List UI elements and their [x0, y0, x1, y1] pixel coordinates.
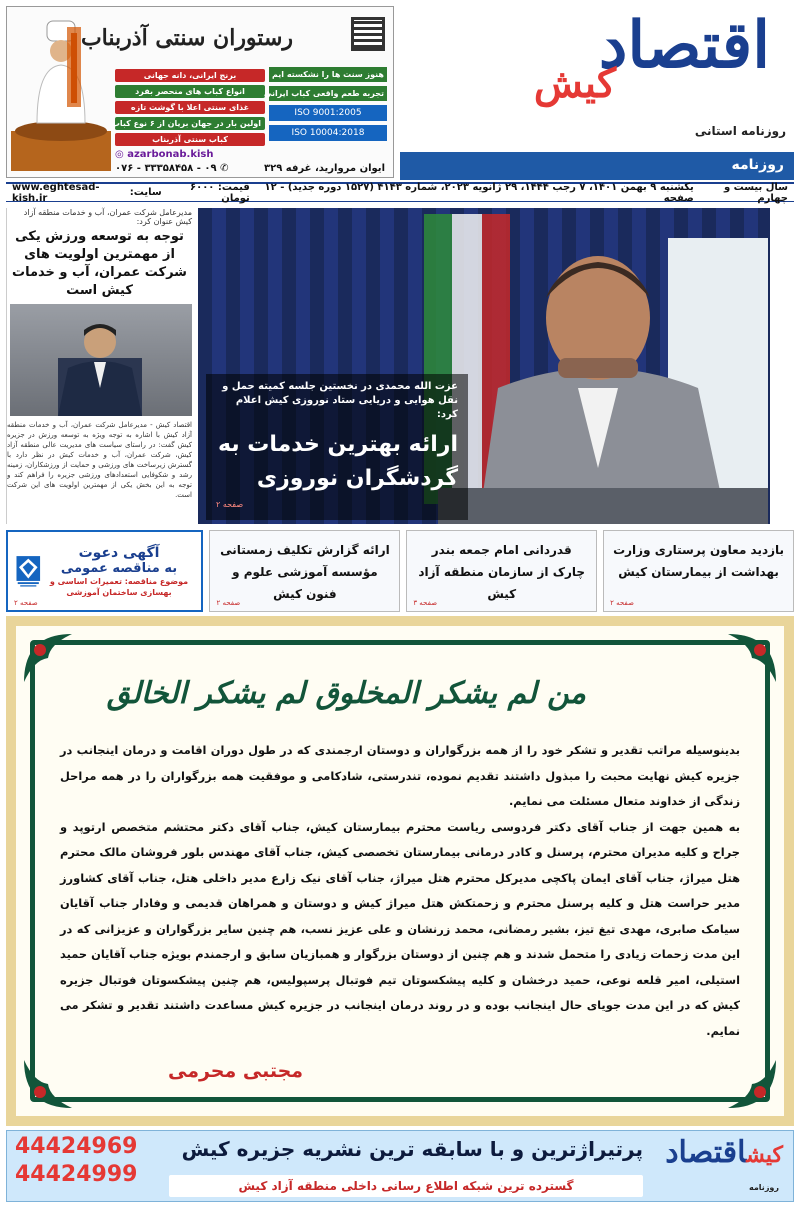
banner-subline: گسترده ترین شبکه اطلاع رسانی داخلی منطقه آزاد کیش: [169, 1175, 643, 1197]
restaurant-tags: [263, 67, 387, 141]
ornament-icon: [20, 1056, 76, 1112]
banner-slogan: پرتیراژترین و با سابقه ترین نشریه جزیره کیش: [181, 1137, 643, 1161]
news-title: بازدید معاون پرستاری وزارت بهداشت از بیمارستان کیش: [613, 543, 785, 579]
feature-item: انواع کباب های منحصر بفرد: [115, 85, 265, 98]
feature-item: غذای سنتی اعلا با گوشت تازه: [115, 101, 265, 114]
lead-kicker: عزت الله محمدی در نخستین جلسه کمیته حمل و نقل هوایی و دریایی ستاد نوروزی کیش اعلام کرد:: [222, 381, 458, 420]
tag: تجربه طعم واقعی کباب ایرانی: [269, 86, 387, 101]
volume-year: سال بیست و چهارم: [723, 181, 788, 204]
ornament-icon: [724, 630, 780, 686]
banner-logo-kish: کیش: [746, 1142, 783, 1168]
news-title: ارائه گزارش تکلیف زمستانی مؤسسه آموزشی علوم و فنون کیش: [220, 543, 390, 601]
daily-label: روزنامه: [400, 152, 794, 180]
page-ref[interactable]: صفحه ۳: [413, 599, 438, 607]
restaurant-phone[interactable]: ✆ ۰۹ - ۳۳۳۵۸۴۵۸ - ۰۷۶: [115, 163, 229, 174]
news-box[interactable]: [209, 530, 400, 612]
paragraph: بدینوسیله مراتب تقدیر و تشکر خود را از همه بزرگواران و دوستان ارجمندی که در طول دوران اقامت و درمان اینجانب در جزیره کیش نهایت محبت را مبذول داشتند تقدیم نموده، تندرستی، شادکامی و موفقیت همه بزرگواران را در همه مراحل زندگی از خداوند متعال مسئلت می نمایم.: [60, 743, 740, 808]
iso-badge: ISO 9001:2005: [269, 105, 387, 121]
feature-item: کباب سنتی آذربناب: [115, 133, 265, 146]
lead-overlay: [206, 374, 468, 520]
page-ref[interactable]: صفحه ۲: [610, 599, 634, 607]
side-story-photo: [10, 304, 192, 416]
speaker-photo: [438, 238, 768, 524]
calligraphy-title: من لم یشکر المخلوق لم یشکر الخالق: [106, 676, 586, 711]
banner-logo-sub: روزنامه: [749, 1183, 779, 1192]
phone-number[interactable]: 44424969: [15, 1134, 138, 1159]
ornament-icon: [724, 1056, 780, 1112]
feature-item: برنج ایرانی، دانه جهانی: [115, 69, 265, 82]
tender-text: [43, 545, 196, 598]
news-box[interactable]: [406, 530, 597, 612]
instagram-handle[interactable]: ◎ azarbonab.kish: [115, 149, 214, 160]
page-ref[interactable]: صفحه ۲: [216, 599, 241, 607]
restaurant-features: [111, 69, 265, 146]
phone-number[interactable]: 44424999: [15, 1162, 138, 1187]
paragraph: به همین جهت از جناب آقای دکتر فردوسی ریاست محترم بیمارستان کیش، جناب آقای دکتر محتشم متخصص ارتوپد و جراح و کلیه مدیران محترم، پرسنل و کادر درمانی بیمارستان تخصصی کیش، جناب آقای مهندس بلور فروشان مالک محترم هتل میراژ، جناب آقای ایمان پاکچی مدیرکل محترم هتل میراژ، جناب آقای نیک زارع مدیر داخلی هتل، جناب آقای کشاورز مدیر حراست هتل و کلیه پرسنل محترم و زحمتکش هتل میراژ کیش و دوستان و همراهان قدیمی و وفادار جناب آقایان سیامک صابری، مهدی تیغ تیز، بشیر رمضانی، محمد زرنشان و علی عزیز نسب، هم چنین سایر بزرگواران و عزیزانی که در این مدت زحمات زیادی را متحمل شدند و هم چنین از دوستان بزرگوار و همبازیان سابق و ارجمندم بویژه جناب آقایان حمید استیلی، امیر قلعه نوعی، حمید درخشان و کلیه پیشکسوتان تیم فوتبال پرسپولیس، هم چنین پیشکسوتان فوتبال جزیره کیش که در این مدت جویای حال اینجانب بوده و در روند درمان اینجانب در جزیره کیش مساعدت داشتند تقدیر و تشکر می نمایم.: [60, 819, 740, 1038]
university-emblem-icon: [14, 543, 43, 599]
banner-phones[interactable]: [15, 1133, 137, 1189]
tender-subject: موضوع مناقصه: تعمیرات اساسی و بهسازی ساختمان آموزشی: [49, 576, 189, 597]
price: قیمت: ۶۰۰۰ تومان: [189, 181, 250, 204]
tag: هنوز سنت ها را نشکسته ایم: [269, 67, 387, 82]
newspaper-logo[interactable]: [400, 6, 794, 154]
ornament-icon: [20, 630, 76, 686]
side-story-body: اقتصاد کیش - مدیرعامل شرکت عمران، آب و خدمات منطقه آزاد کیش با اشاره به توجه ویژه به توسعه ورزش در جزیره کیش گفت: در راستای سیاست های مدیریت عالی منطقه آزاد کیش، شرکت عمران، آب و خدمات کیش در نظر دارد با گسترش زیرساخت های ورزشی و حمایت از ورزشکاران، زمینه رشد و شکوفایی استعدادهای ورزشی جزیره را فراهم کند و توجه به این بخش یکی از مهمترین اولویت های این شرکت است.: [7, 421, 192, 499]
side-story-kicker: مدیرعامل شرکت عمران، آب و خدمات منطقه آزاد کیش عنوان کرد:: [23, 208, 192, 226]
page-ref[interactable]: صفحه ۲: [216, 500, 244, 509]
promo-banner[interactable]: [6, 1130, 794, 1202]
issue-date: یکشنبه ۹ بهمن ۱۴۰۱، ۷ رجب ۱۴۴۴، ۲۹ ژانویه ۲۰۲۳، شماره ۴۱۴۳ (۱۵۲۷ دوره جدید) - ۱۲ صفحه: [264, 181, 694, 204]
lead-headline[interactable]: ارائه بهترین خدمات به گردشگران نوروزی: [218, 432, 458, 491]
restaurant-name: رستوران سنتی آذربناب: [80, 25, 293, 51]
tender-line-2: به مناقصه عمومی: [60, 560, 178, 576]
restaurant-address: ایوان مرواريد، غرفه ۳۲۹: [264, 163, 385, 174]
news-box[interactable]: [603, 530, 794, 612]
iso-badge: ISO 10004:2018: [269, 125, 387, 141]
tender-line-1: آگهی دعوت: [78, 544, 160, 561]
banner-logo-main: اقتصاد: [665, 1135, 747, 1170]
thank-you-notice: [6, 616, 794, 1126]
lead-story[interactable]: [198, 208, 770, 524]
news-title: قدردانی امام جمعه بندر چارک از سازمان منطقه آزاد کیش: [418, 543, 586, 601]
tender-ad[interactable]: [6, 530, 203, 612]
masthead: [6, 6, 794, 184]
news-strip: [6, 530, 794, 612]
site-label: سایت:: [129, 187, 162, 198]
website-link[interactable]: www.eghtesad-kish.ir: [12, 181, 100, 204]
side-story-headline[interactable]: توجه به توسعه ورزش یکی از مهمترین اولویت های شرکت عمران، آب و خدمات کیش است: [12, 229, 187, 298]
signature: مجتبی محرمی: [168, 1060, 304, 1082]
dateline: [6, 182, 794, 202]
thank-you-text: [60, 738, 740, 1044]
feature-item: اولین بار در جهان بریان از ۶ نوع کباب: [115, 117, 265, 130]
side-story[interactable]: [6, 208, 192, 524]
logo-main: اقتصاد: [598, 8, 770, 83]
logo-kish: کیش: [533, 60, 616, 107]
banner-logo: [665, 1135, 783, 1170]
logo-subtitle: روزنامه استانی: [694, 124, 786, 138]
restaurant-ad[interactable]: [6, 6, 394, 178]
page-ref[interactable]: صفحه ۲: [13, 599, 38, 607]
official-portrait: [58, 318, 142, 416]
qr-code-icon[interactable]: [351, 17, 385, 51]
